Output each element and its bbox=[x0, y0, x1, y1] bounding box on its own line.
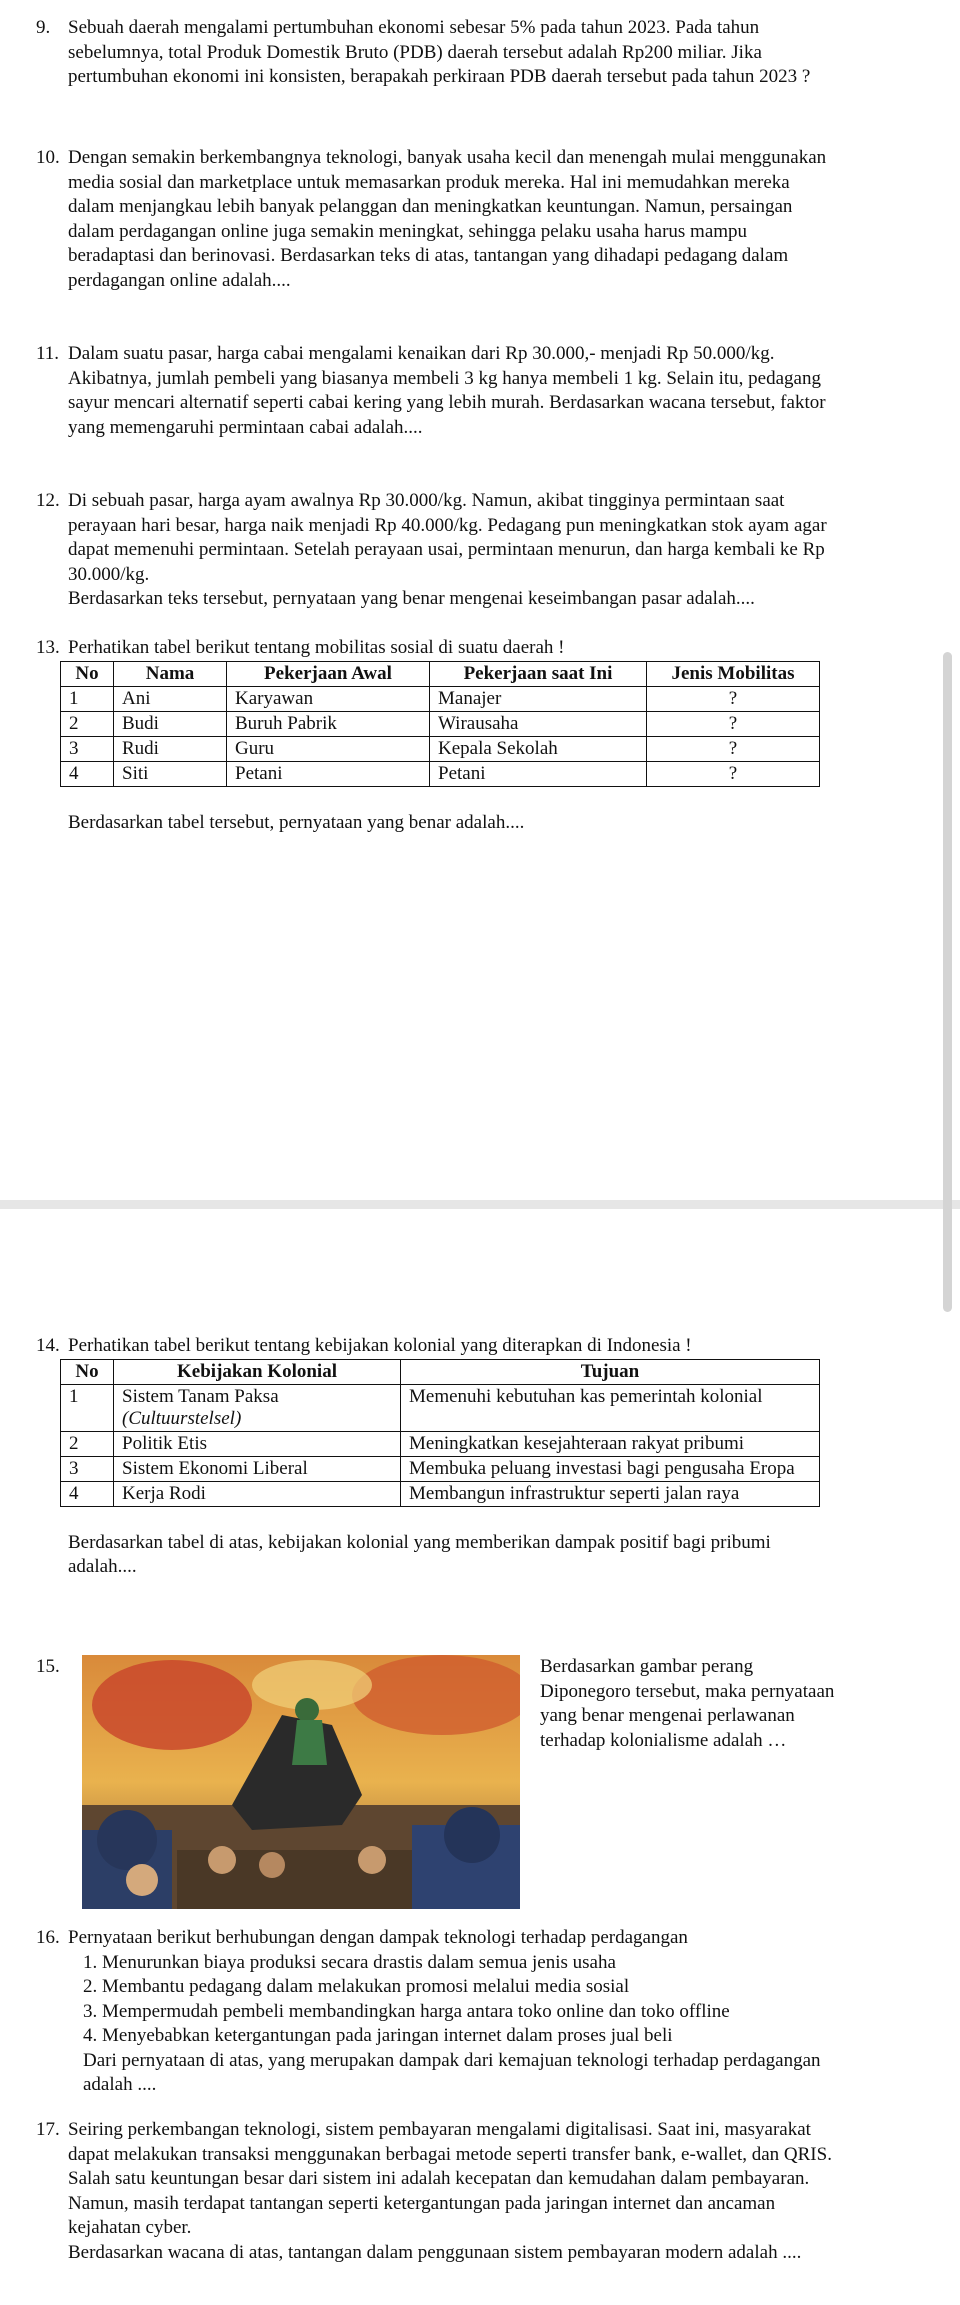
question-number: 10. bbox=[36, 147, 60, 168]
cell-name: Budi bbox=[114, 711, 227, 736]
table-row bbox=[61, 686, 820, 711]
painting-image bbox=[82, 1655, 520, 1909]
list-item: 2. Membantu pedagang dalam melakukan promosi melalui media sosial bbox=[83, 1976, 630, 1997]
question-number: 13. bbox=[36, 637, 60, 658]
cell-name: Siti bbox=[114, 761, 227, 786]
table-header: No bbox=[61, 661, 114, 686]
question-14 bbox=[38, 1334, 838, 1580]
cell-goal: Membangun infrastruktur seperti jalan raya bbox=[401, 1481, 820, 1506]
question-intro: Perhatikan tabel berikut tentang kebijakan kolonial yang diterapkan di Indonesia ! bbox=[68, 1335, 692, 1356]
question-number: 14. bbox=[36, 1335, 60, 1356]
table-header: Nama bbox=[114, 661, 227, 686]
cell-no: 1 bbox=[61, 1384, 114, 1431]
table-row bbox=[61, 1384, 820, 1431]
question-prompt: Dari pernyataan di atas, yang merupakan dampak dari kemajuan teknologi terhadap perdagangan adalah .... bbox=[83, 2049, 821, 2095]
cell-initial-job: Karyawan bbox=[227, 686, 430, 711]
cell-policy: Kerja Rodi bbox=[114, 1481, 401, 1506]
list-item: 3. Mempermudah pembeli membandingkan harga antara toko online dan toko offline bbox=[83, 2000, 730, 2022]
cell-initial-job: Guru bbox=[227, 736, 430, 761]
table-row bbox=[61, 761, 820, 786]
table-header-row bbox=[61, 661, 820, 686]
question-prompt: Berdasarkan teks tersebut, pernyataan yang benar mengenai keseimbangan pasar adalah.... bbox=[68, 588, 755, 609]
cell-no: 2 bbox=[61, 1431, 114, 1456]
cell-no: 2 bbox=[61, 711, 114, 736]
question-10 bbox=[38, 146, 838, 293]
colonial-policy-table bbox=[60, 1359, 820, 1507]
cell-goal: Memenuhi kebutuhan kas pemerintah kolonial bbox=[401, 1384, 820, 1431]
diponegoro-war-painting bbox=[82, 1655, 520, 1909]
question-15-text: Berdasarkan gambar perang Diponegoro tersebut, maka pernyataan yang benar mengenai perlawanan terhadap kolonialisme adalah … bbox=[540, 1656, 835, 1751]
scrollbar-thumb[interactable] bbox=[943, 652, 952, 1312]
question-number: 16. bbox=[36, 1927, 60, 1948]
cell-name: Ani bbox=[114, 686, 227, 711]
question-17 bbox=[38, 2118, 838, 2265]
question-prompt: Berdasarkan tabel di atas, kebijakan kolonial yang memberikan dampak positif bagi pribumi adalah.... bbox=[68, 1531, 771, 1577]
table-header: Pekerjaan Awal bbox=[227, 661, 430, 686]
table-row bbox=[61, 736, 820, 761]
question-intro: Pernyataan berikut berhubungan dengan dampak teknologi terhadap perdagangan bbox=[68, 1927, 688, 1948]
cell-policy: Politik Etis bbox=[114, 1431, 401, 1456]
cell-current-job: Kepala Sekolah bbox=[430, 736, 647, 761]
table-row bbox=[61, 711, 820, 736]
question-prompt: Berdasarkan wacana di atas, tantangan dalam penggunaan sistem pembayaran modern adalah .... bbox=[68, 2241, 802, 2263]
cell-no: 3 bbox=[61, 736, 114, 761]
table-row bbox=[61, 1431, 820, 1456]
table-row bbox=[61, 1456, 820, 1481]
question-prompt: Berdasarkan tabel tersebut, pernyataan yang benar adalah.... bbox=[68, 811, 525, 833]
question-text: Sebuah daerah mengalami pertumbuhan ekonomi sebesar 5% pada tahun 2023. Pada tahun sebelumnya, total Produk Domestik Bruto (PDB) daerah tersebut adalah Rp200 miliar. Jika pertumbuhan ekonomi ini konsisten, berapakah perkiraan PDB daerah tersebut pada tahun 2023 ? bbox=[68, 17, 811, 87]
question-text: Dalam suatu pasar, harga cabai mengalami kenaikan dari Rp 30.000,- menjadi Rp 50.000/kg. Akibatnya, jumlah pembeli yang biasanya membeli 3 kg hanya membeli 1 kg. Selain itu, pedagang sayur mencari alternatif seperti cabai kering yang lebih murah. Berdasarkan wacana tersebut, faktor yang memengaruhi permintaan cabai adalah.... bbox=[68, 343, 826, 438]
question-text: Dengan semakin berkembangnya teknologi, banyak usaha kecil dan menengah mulai menggunakan media sosial dan marketplace untuk memasarkan produk mereka. Hal ini memudahkan mereka dalam menjangkau lebih banyak pelanggan dan meningkatkan keuntungan. Namun, persaingan dalam perdagangan online juga semakin meningkat, sehingga pelaku usaha harus mampu beradaptasi dan berinovasi. Berdasarkan teks di atas, tantangan yang dihadapi pedagang dalam perdagangan online adalah.... bbox=[68, 147, 827, 291]
cell-mobility-type: ? bbox=[647, 686, 820, 711]
cell-initial-job: Buruh Pabrik bbox=[227, 711, 430, 736]
cell-no: 3 bbox=[61, 1456, 114, 1481]
cell-current-job: Petani bbox=[430, 761, 647, 786]
cell-name: Rudi bbox=[114, 736, 227, 761]
table-row bbox=[61, 1481, 820, 1506]
question-text: Di sebuah pasar, harga ayam awalnya Rp 30.000/kg. Namun, akibat tingginya permintaan saat perayaan hari besar, harga naik menjadi Rp 40.000/kg. Pedagang pun meningkatkan stok ayam agar dapat memenuhi permintaan. Setelah perayaan usai, permintaan menurun, dan harga kembali ke Rp 30.000/kg. bbox=[68, 490, 827, 585]
policy-name: Sistem Tanam Paksa bbox=[122, 1385, 279, 1407]
question-13 bbox=[38, 636, 838, 835]
mobility-table bbox=[60, 661, 820, 787]
question-16 bbox=[38, 1926, 838, 2098]
question-number: 11. bbox=[36, 343, 60, 364]
cell-mobility-type: ? bbox=[647, 711, 820, 736]
question-text: Seiring perkembangan teknologi, sistem pembayaran mengalami digitalisasi. Saat ini, masyarakat dapat melakukan transaksi menggunakan berbagai metode seperti transfer bank, e-wallet, dan QRIS. Salah satu keuntungan besar dari sistem ini adalah kecepatan dan kemudahan dalam pembayaran. Namun, masih terdapat tantangan seperti ketergantungan pada jaringan internet dan ancaman kejahatan cyber. bbox=[68, 2119, 832, 2238]
question-number: 12. bbox=[36, 490, 60, 511]
cell-no: 4 bbox=[61, 761, 114, 786]
question-intro: Perhatikan tabel berikut tentang mobilitas sosial di suatu daerah ! bbox=[68, 637, 565, 658]
cell-goal: Meningkatkan kesejahteraan rakyat pribumi bbox=[401, 1431, 820, 1456]
question-number: 15. bbox=[36, 1656, 60, 1677]
cell-mobility-type: ? bbox=[647, 736, 820, 761]
list-item: 1. Menurunkan biaya produksi secara drastis dalam semua jenis usaha bbox=[83, 1951, 616, 1973]
question-12 bbox=[38, 489, 838, 612]
question-number: 17. bbox=[36, 2119, 60, 2140]
cell-goal: Membuka peluang investasi bagi pengusaha Eropa bbox=[401, 1456, 820, 1481]
page-separator bbox=[0, 1200, 960, 1209]
table-header: Kebijakan Kolonial bbox=[114, 1359, 401, 1384]
policy-note: (Cultuurstelsel) bbox=[122, 1407, 242, 1429]
cell-current-job: Wirausaha bbox=[430, 711, 647, 736]
table-header: Pekerjaan saat Ini bbox=[430, 661, 647, 686]
table-header-row bbox=[61, 1359, 820, 1384]
cell-current-job: Manajer bbox=[430, 686, 647, 711]
question-number: 9. bbox=[36, 17, 51, 38]
cell-no: 1 bbox=[61, 686, 114, 711]
statement-list bbox=[68, 1951, 838, 2049]
cell-mobility-type: ? bbox=[647, 761, 820, 786]
table-header: Jenis Mobilitas bbox=[647, 661, 820, 686]
cell-initial-job: Petani bbox=[227, 761, 430, 786]
list-item: 4. Menyebabkan ketergantungan pada jaringan internet dalam proses jual beli bbox=[83, 2025, 673, 2046]
table-header: Tujuan bbox=[401, 1359, 820, 1384]
cell-policy bbox=[114, 1384, 401, 1431]
cell-policy: Sistem Ekonomi Liberal bbox=[114, 1456, 401, 1481]
cell-no: 4 bbox=[61, 1481, 114, 1506]
table-header: No bbox=[61, 1359, 114, 1384]
question-9 bbox=[38, 16, 838, 90]
question-11 bbox=[38, 342, 838, 440]
